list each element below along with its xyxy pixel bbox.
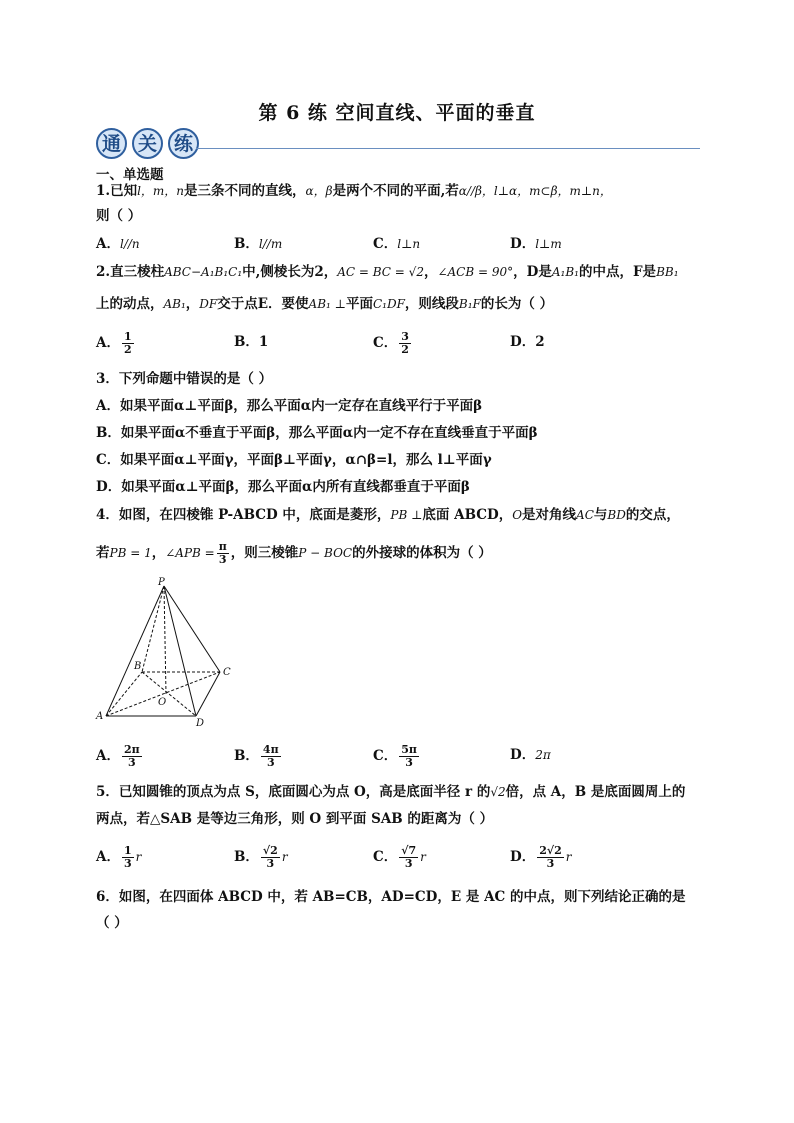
- fraction: [399, 845, 418, 870]
- q1-text: 是三条不同的直线，: [184, 183, 306, 199]
- q2-option-b[interactable]: [234, 333, 268, 351]
- vertex-label-o: O: [158, 697, 167, 708]
- q4-text: 底面 ABCD，: [422, 507, 513, 523]
- q2-text: 2.直三棱柱: [96, 264, 165, 280]
- option-label: B．: [234, 849, 259, 865]
- numerator: 3: [401, 330, 409, 343]
- denominator: 3: [266, 857, 275, 870]
- q2-math: AC = BC = √2: [337, 265, 424, 279]
- q2-text: ，则线段: [404, 296, 459, 312]
- segment-po: [164, 586, 166, 694]
- q1-option-b[interactable]: [234, 235, 282, 253]
- page-title: 第 6 练 空间直线、平面的垂直: [258, 102, 536, 124]
- option-label: D．: [510, 236, 536, 252]
- q2-text: ，: [185, 296, 200, 312]
- numerator: 5π: [401, 743, 417, 756]
- q2-text: 交于点E．要使: [217, 296, 309, 312]
- option-text: 2: [535, 334, 545, 350]
- option-text: l//n: [119, 237, 140, 251]
- fraction: [537, 845, 564, 870]
- denominator: 3: [123, 857, 132, 870]
- q2-text: 中,侧棱长为2，: [242, 264, 338, 280]
- denominator: 2: [123, 343, 132, 356]
- option-label: C．: [373, 748, 398, 764]
- q1-option-a[interactable]: [96, 235, 140, 253]
- vertex-label-c: C: [223, 667, 231, 678]
- denominator: 3: [128, 756, 136, 769]
- fraction: [399, 331, 411, 356]
- option-label: C．: [373, 236, 398, 252]
- option-tail: r: [420, 850, 426, 864]
- q5-math: √2: [490, 785, 506, 799]
- q4-math: O: [512, 508, 523, 522]
- pyramid-figure: [94, 576, 244, 728]
- q5-option-c[interactable]: [373, 845, 426, 870]
- fraction: [122, 744, 142, 769]
- q2-text: 的中点，F是: [578, 264, 657, 280]
- option-text: 1: [258, 334, 269, 350]
- q2-math: A₁B₁: [551, 265, 579, 279]
- diagonal-bd: [142, 672, 196, 716]
- option-label: B．: [234, 334, 259, 350]
- option-tail: r: [281, 850, 288, 864]
- q4-text: 的交点，: [625, 507, 680, 523]
- q5-text: 5．已知圆锥的顶点为点 S，底面圆心为点 O，高是底面半径 r 的: [96, 784, 491, 800]
- q4-math: AC: [576, 508, 594, 522]
- denominator: 3: [546, 857, 555, 870]
- edge-pd: [164, 586, 196, 716]
- q2-text: 平面: [345, 296, 373, 312]
- q4-text: ，则三棱锥: [230, 545, 299, 561]
- option-text: 2π: [535, 748, 551, 762]
- fraction: [399, 744, 419, 769]
- q2-math: ∠ACB = 90°: [437, 265, 514, 279]
- edge-pc: [164, 586, 220, 672]
- q2-math: DF: [199, 297, 218, 311]
- option-label: D．: [510, 747, 536, 763]
- fraction: [261, 744, 281, 769]
- q1-math: α，β: [305, 184, 333, 198]
- q3-option-d[interactable]: D．如果平面α⊥平面β，那么平面α内所有直线都垂直于平面β: [96, 479, 470, 495]
- q3-option-b[interactable]: B．如果平面α不垂直于平面β，那么平面α内一定不存在直线垂直于平面β: [96, 425, 538, 441]
- q3-option-a[interactable]: A．如果平面α⊥平面β，那么平面α内一定存在直线平行于平面β: [96, 398, 483, 414]
- q4-text: ，: [151, 545, 166, 561]
- q4-option-d[interactable]: [510, 746, 551, 764]
- q4-option-a[interactable]: [96, 744, 144, 769]
- banner-char-1: 通: [96, 128, 127, 159]
- option-text: l//m: [258, 237, 283, 251]
- q2-math: AB₁: [163, 297, 186, 311]
- q6-stem-line1: 6．如图，在四面体 ABCD 中，若 AB=CB，AD=CD，E 是 AC 的中点，则下列结论正确的是: [96, 889, 686, 905]
- fraction: [122, 331, 134, 356]
- numerator: 1: [123, 330, 132, 343]
- edge-pa: [106, 586, 167, 716]
- banner-rule: [196, 148, 700, 149]
- option-label: C．: [373, 335, 398, 351]
- q1-math: α//β，l⊥α，m⊂β，m⊥n，: [458, 184, 612, 198]
- q5-stem-line2: 两点，若△SAB 是等边三角形，则 O 到平面 SAB 的距离为（ ）: [96, 811, 494, 827]
- numerator: √2: [262, 844, 278, 857]
- q1-option-c[interactable]: [373, 235, 420, 253]
- denominator: 3: [404, 857, 413, 870]
- q4-option-b[interactable]: [234, 744, 283, 769]
- q4-text: 若: [96, 545, 110, 561]
- fraction: [122, 845, 134, 870]
- edge-dc: [196, 672, 220, 716]
- vertex-label-p: P: [158, 577, 165, 588]
- vertex-label-b: B: [134, 661, 142, 672]
- q5-option-a[interactable]: [96, 845, 141, 870]
- q2-text: 的长为（ ）: [480, 296, 554, 312]
- numerator: 2π: [123, 743, 140, 756]
- numerator: π: [218, 540, 227, 553]
- option-label: A．: [96, 236, 120, 252]
- option-label: A．: [96, 748, 120, 764]
- option-tail: r: [565, 850, 572, 864]
- q5-text: 倍，点 A，B 是底面圆周上的: [505, 784, 686, 800]
- option-label: B．: [234, 748, 259, 764]
- option-label: D．: [510, 334, 536, 350]
- q4-math: P − BOC: [298, 546, 353, 560]
- denominator: 2: [401, 343, 409, 356]
- edge-ab: [106, 672, 142, 716]
- banner-char-3: 练: [168, 128, 199, 159]
- q3-stem: 3．下列命题中错误的是（ ）: [96, 371, 273, 387]
- denominator: 3: [218, 553, 227, 566]
- q2-math: BB₁: [656, 265, 679, 279]
- q3-option-c[interactable]: C．如果平面α⊥平面γ，平面β⊥平面γ，α∩β=l，那么 l⊥平面γ: [96, 452, 492, 468]
- banner-char-2: 关: [132, 128, 163, 159]
- vertex-label-a: A: [96, 711, 104, 722]
- q2-stem-line1: [96, 263, 679, 281]
- q4-text: 4．如图，在四棱锥 P-ABCD 中，底面是菱形，: [96, 507, 391, 523]
- denominator: 3: [266, 756, 275, 769]
- option-tail: r: [135, 850, 142, 864]
- option-label: D．: [510, 849, 536, 865]
- option-text: l⊥m: [535, 237, 562, 251]
- q1-stem-line2: 则（ ）: [96, 208, 142, 224]
- vertex-label-d: D: [196, 718, 205, 728]
- q1-stem: [96, 182, 612, 200]
- q6-stem-line2: （ ）: [96, 915, 128, 931]
- q4-math: ∠APB =: [165, 546, 215, 560]
- option-label: B．: [234, 236, 259, 252]
- q2-math: C₁DF: [372, 297, 405, 311]
- q2-text: 上的动点，: [96, 296, 164, 312]
- option-label: A．: [96, 335, 120, 351]
- q2-option-d[interactable]: [510, 333, 545, 351]
- q1-text: 是两个不同的平面,若: [332, 183, 459, 199]
- q5-option-d[interactable]: [510, 845, 572, 870]
- q2-option-c[interactable]: [373, 331, 413, 356]
- numerator: 2√2: [539, 844, 562, 857]
- section-heading: 一、单选题: [96, 167, 164, 183]
- q2-text: ，D是: [513, 264, 552, 280]
- q1-option-d[interactable]: [510, 235, 562, 253]
- fraction: [217, 541, 229, 566]
- numerator: 1: [123, 844, 132, 857]
- option-text: l⊥n: [397, 237, 421, 251]
- q1-text: 1.已知: [96, 183, 138, 199]
- q4-text: 的外接球的体积为（ ）: [352, 545, 492, 561]
- q4-option-c[interactable]: [373, 744, 421, 769]
- option-label: C．: [373, 849, 398, 865]
- q4-stem-line2: [96, 541, 492, 566]
- q4-text: 是对角线: [522, 507, 577, 523]
- section-banner: [96, 126, 700, 162]
- denominator: 3: [405, 756, 413, 769]
- q4-math: PB ⊥: [390, 508, 423, 522]
- numerator: √7: [401, 844, 417, 857]
- q4-math: PB = 1: [109, 546, 152, 560]
- q2-math: B₁F: [458, 297, 481, 311]
- q4-text: 与: [593, 507, 608, 523]
- q2-option-a[interactable]: [96, 331, 136, 356]
- q5-option-b[interactable]: [234, 845, 288, 870]
- q4-stem-line1: [96, 506, 680, 524]
- q1-math: l，m，n: [137, 184, 185, 198]
- q2-text: ，: [423, 264, 438, 280]
- q5-stem-line1: [96, 783, 685, 801]
- q2-stem-line2: [96, 295, 553, 313]
- q2-math: AB₁ ⊥: [308, 297, 346, 311]
- option-label: A．: [96, 849, 120, 865]
- q2-math: ABC−A₁B₁C₁: [164, 265, 243, 279]
- q4-math: BD: [607, 508, 626, 522]
- numerator: 4π: [262, 743, 279, 756]
- fraction: [261, 845, 280, 870]
